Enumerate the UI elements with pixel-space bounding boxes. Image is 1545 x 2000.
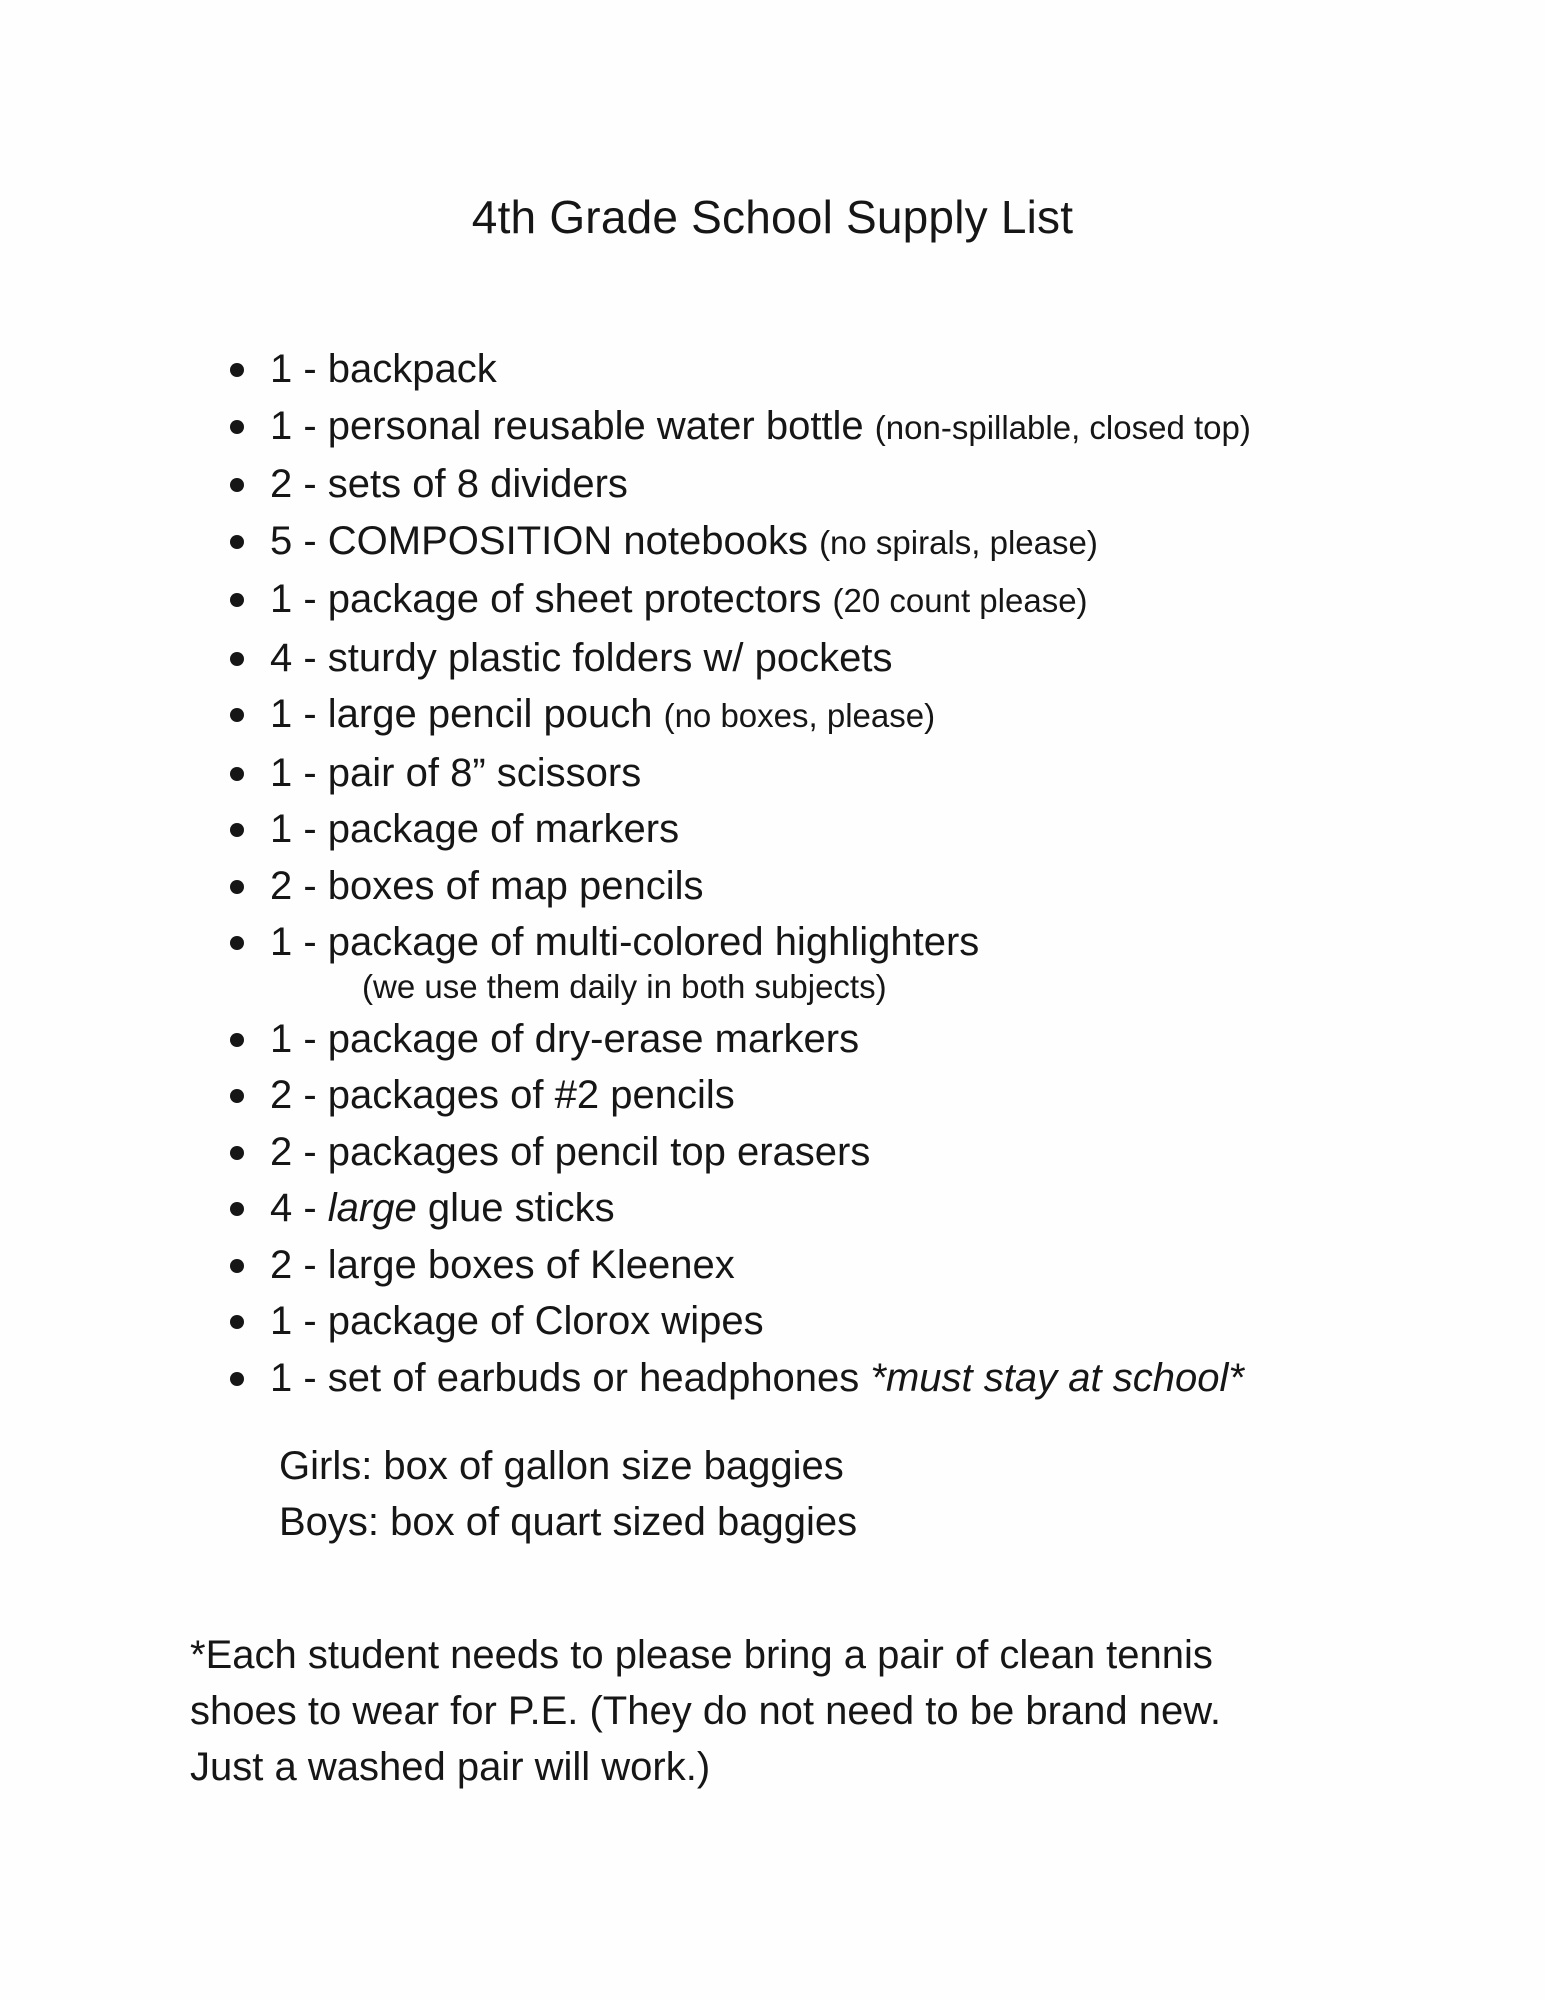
list-item [228, 513, 1428, 572]
item-text: 2 - boxes of map pencils [270, 863, 704, 908]
footnote-line: shoes to wear for P.E. (They do not need to be brand new. [190, 1689, 1222, 1733]
bullet-icon [230, 880, 244, 894]
item-text: 1 - package of sheet protectors [270, 577, 833, 621]
item-note: (we use them daily in both subjects) [362, 967, 887, 1005]
item-note: (non-spillable, closed top) [874, 408, 1251, 446]
list-item [228, 341, 1428, 398]
bullet-icon [230, 1089, 244, 1103]
bullet-icon [230, 1259, 244, 1273]
list-item [228, 1067, 1428, 1124]
bullet-icon [230, 708, 244, 722]
bullet-icon [230, 1315, 244, 1329]
list-item [228, 801, 1428, 858]
item-text: 5 - COMPOSITION notebooks [270, 518, 820, 563]
item-text: 1 - backpack [270, 347, 497, 391]
list-item [228, 1124, 1428, 1181]
boys-baggie-line: Boys: box of quart sized baggies [279, 1500, 858, 1544]
item-note: (no boxes, please) [663, 697, 936, 734]
tennis-shoes-footnote [190, 1627, 1370, 1795]
bullet-icon [230, 1146, 244, 1160]
page-title: 4th Grade School Supply List [471, 191, 1074, 243]
item-emphasis: *must stay at school* [870, 1355, 1244, 1400]
bullet-icon [230, 535, 244, 549]
bullet-icon [230, 593, 244, 607]
girls-baggie-line: Girls: box of gallon size baggies [279, 1444, 844, 1488]
footnote-line: Just a washed pair will work.) [190, 1745, 711, 1789]
list-item [228, 1293, 1428, 1350]
item-note: (20 count please) [832, 582, 1088, 619]
item-suffix: glue sticks [416, 1186, 615, 1230]
bullet-icon [230, 652, 244, 666]
bullet-icon [230, 936, 244, 950]
item-text: 1 - package of markers [270, 807, 680, 851]
item-prefix: 4 - [270, 1186, 328, 1230]
item-text: 1 - package of dry-erase markers [270, 1016, 860, 1061]
item-text: 1 - pair of 8” scissors [270, 750, 642, 795]
list-item [228, 456, 1428, 513]
bullet-icon [230, 1372, 244, 1386]
bullet-icon [230, 363, 244, 377]
item-text: 2 - packages of #2 pencils [270, 1073, 735, 1117]
item-text: 2 - packages of pencil top erasers [270, 1129, 871, 1174]
item-text: 1 - package of Clorox wipes [270, 1299, 764, 1343]
list-item [228, 630, 1428, 687]
baggie-instructions [279, 1438, 857, 1550]
list-item [228, 858, 1428, 915]
item-note: (no spirals, please) [819, 523, 1098, 561]
item-text: 2 - large boxes of Kleenex [270, 1242, 735, 1287]
item-text: 1 - large pencil pouch [270, 692, 664, 736]
bullet-icon [230, 420, 244, 434]
item-text: 1 - set of earbuds or headphones [270, 1355, 871, 1400]
bullet-icon [230, 1033, 244, 1047]
footnote-line: *Each student needs to please bring a pair of clean tennis [190, 1633, 1213, 1677]
list-item [228, 1180, 1428, 1237]
item-emphasis: large [327, 1186, 417, 1230]
list-item [228, 1011, 1428, 1068]
item-text: 1 - personal reusable water bottle [270, 403, 875, 448]
list-item [228, 1350, 1428, 1407]
bullet-icon [230, 823, 244, 837]
list-item [228, 914, 1428, 1009]
item-text: 2 - sets of 8 dividers [270, 462, 628, 506]
bullet-icon [230, 767, 244, 781]
item-text: 1 - package of multi-colored highlighters [270, 920, 980, 964]
list-item [228, 1237, 1428, 1294]
list-item [228, 398, 1428, 457]
supply-list [228, 341, 1428, 1406]
list-item [228, 745, 1428, 802]
list-item [228, 571, 1428, 630]
list-item [228, 686, 1428, 745]
bullet-icon [230, 1202, 244, 1216]
item-text: 4 - sturdy plastic folders w/ pockets [270, 635, 893, 680]
bullet-icon [230, 478, 244, 492]
